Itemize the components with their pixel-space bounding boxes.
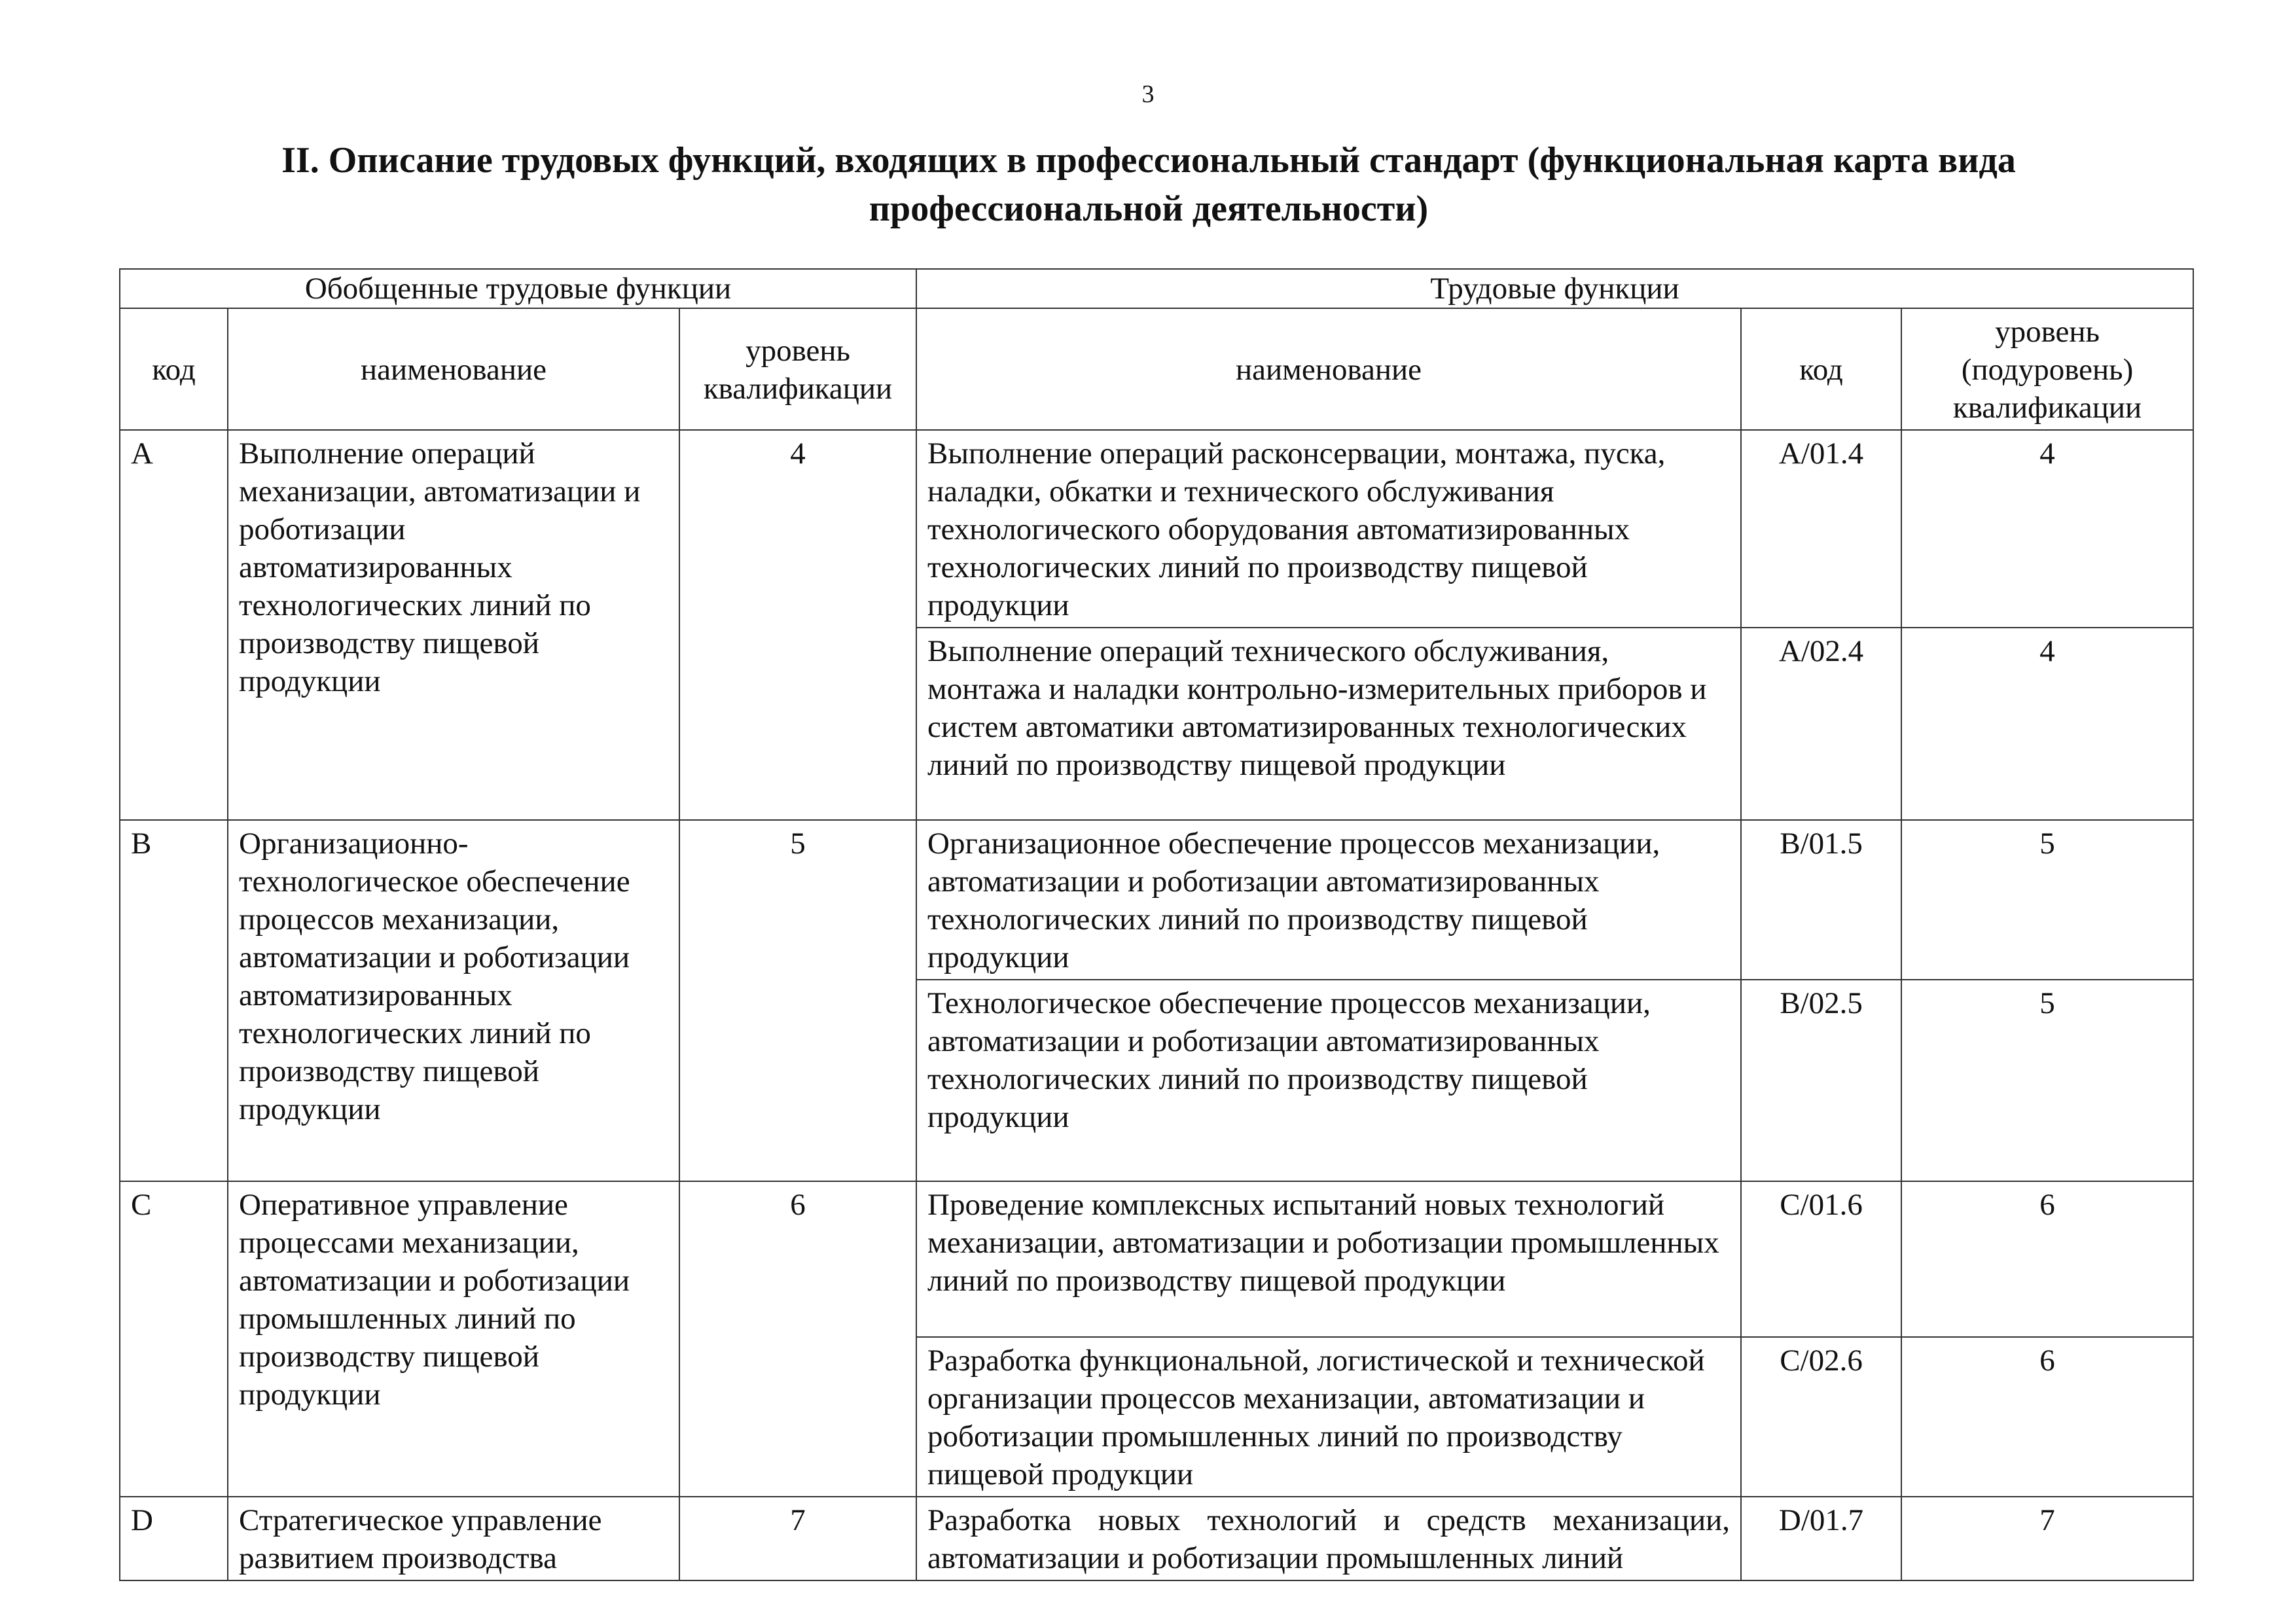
gf-level-cell: 7 [679,1497,916,1580]
gf-level-cell: 4 [679,430,916,820]
f-level-cell: 7 [1901,1497,2193,1580]
functional-map-table [119,268,2194,1581]
f-code-cell: A/02.4 [1741,628,1901,820]
header-labor-functions: Трудовые функции [916,269,2193,308]
header-f-level: уровень (подуровень) квалификации [1901,308,2193,430]
page-number: 3 [1141,80,1155,108]
header-generalized-functions: Обобщенные трудовые функции [120,269,916,308]
f-name-cell: Разработка новых технологий и средств механизации, автоматизации и роботизации промышленных линий [916,1497,1741,1580]
gf-code-cell: D [120,1497,228,1580]
gf-name-cell: Выполнение операций механизации, автоматизации и роботизации автоматизированных технологических линий по производству пищевой продукции [228,430,679,820]
gf-level-cell: 5 [679,820,916,1181]
gf-code-cell: A [120,430,228,820]
f-name-cell: Выполнение операций технического обслуживания, монтажа и наладки контрольно-измерительных приборов и систем автоматики автоматизированных технологических линий по производству пищевой продукции [916,628,1741,820]
gf-code-cell: C [120,1181,228,1497]
f-level-cell: 4 [1901,430,2193,628]
f-code-cell: C/01.6 [1741,1181,1901,1337]
gf-name-cell: Организационно-технологическое обеспечение процессов механизации, автоматизации и роботизации автоматизированных технологических линий по производству пищевой продукции [228,820,679,1181]
header-gf-code: код [120,308,228,430]
f-name-cell: Организационное обеспечение процессов механизации, автоматизации и роботизации автоматизированных технологических линий по производству пищевой продукции [916,820,1741,980]
section-title: II. Описание трудовых функций, входящих в профессиональный стандарт (функциональная карта вида профессиональной деятельности) [281,140,2016,229]
header-gf-level: уровень квалификации [679,308,916,430]
table-row [120,1181,2193,1337]
f-code-cell: B/01.5 [1741,820,1901,980]
group-header-row [120,269,2193,308]
f-level-cell: 6 [1901,1181,2193,1337]
f-code-cell: D/01.7 [1741,1497,1901,1580]
table-row [120,430,2193,628]
f-code-cell: B/02.5 [1741,980,1901,1181]
f-level-cell: 6 [1901,1337,2193,1497]
gf-name-cell: Оперативное управление процессами механизации, автоматизации и роботизации промышленных линий по производству пищевой продукции [228,1181,679,1497]
column-header-row [120,308,2193,430]
header-f-name: наименование [916,308,1741,430]
table-row [120,820,2193,980]
f-name-cell: Технологическое обеспечение процессов механизации, автоматизации и роботизации автоматизированных технологических линий по производству пищевой продукции [916,980,1741,1181]
f-code-cell: A/01.4 [1741,430,1901,628]
f-level-cell: 4 [1901,628,2193,820]
f-name-cell: Проведение комплексных испытаний новых технологий механизации, автоматизации и роботизации промышленных линий по производству пищевой продукции [916,1181,1741,1337]
f-level-cell: 5 [1901,980,2193,1181]
f-code-cell: C/02.6 [1741,1337,1901,1497]
header-gf-name: наименование [228,308,679,430]
table-row [120,1497,2193,1580]
f-name-cell: Разработка функциональной, логистической и технической организации процессов механизации, автоматизации и роботизации промышленных линий по производству пищевой продукции [916,1337,1741,1497]
header-f-code: код [1741,308,1901,430]
f-name-cell: Выполнение операций расконсервации, монтажа, пуска, наладки, обкатки и технического обслуживания технологического оборудования автоматизированных технологических линий по производству пищевой продукции [916,430,1741,628]
gf-level-cell: 6 [679,1181,916,1497]
gf-name-cell: Стратегическое управление развитием производства [228,1497,679,1580]
gf-code-cell: B [120,820,228,1181]
f-level-cell: 5 [1901,820,2193,980]
